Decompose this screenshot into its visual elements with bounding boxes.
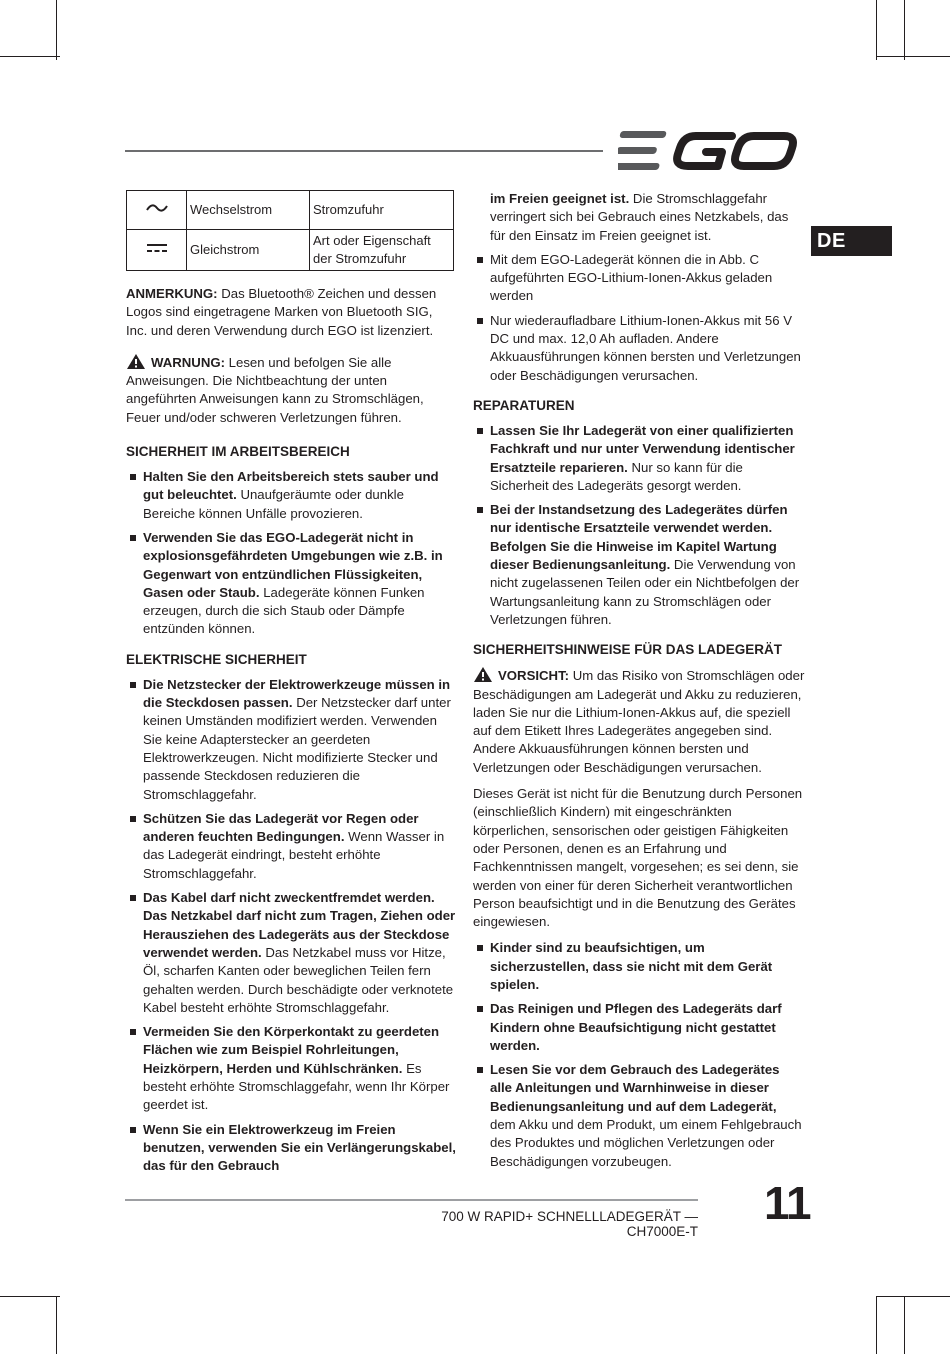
item-text: Ladegeräte können Funken erzeugen, durch die sich Staub oder Dämpfe entzünden können. [143, 584, 425, 637]
item-text: Nur wiederaufladbare Lithium-Ionen-Akkus mit 56 V DC und max. 12,0 Ah aufladen. Andere Akkuausführungen können bersten und Verletzungen oder Beschädigungen verursachen. [490, 312, 801, 383]
crop-mark [56, 0, 57, 60]
list-item [126, 810, 456, 883]
crop-mark [56, 1296, 57, 1354]
electrical-list-continued [473, 190, 805, 385]
page-number: 11 [764, 1177, 811, 1229]
list-item [473, 1000, 805, 1055]
item-bold: im Freien geeignet ist. [490, 191, 630, 206]
symbol-name: Wechselstrom [187, 191, 310, 230]
section-heading-charger-safety: SICHERHEITSHINWEISE FÜR DAS LADEGERÄT [473, 642, 783, 658]
section-heading-electrical: ELEKTRISCHE SICHERHEIT [126, 651, 307, 667]
symbol-name: Gleichstrom [187, 230, 310, 271]
ego-logo [618, 130, 800, 172]
item-bold: Das Kabel darf nicht zweckentfremdet werden. Das Netzkabel darf nicht zum Tragen, Ziehen oder Herausziehen des Ladegeräts aus der Steckdose verwendet werden. [143, 890, 456, 960]
list-item [473, 939, 805, 994]
list-item [473, 190, 805, 245]
note-paragraph [126, 285, 456, 340]
item-bold: Schützen Sie das Ladegerät vor Regen oder anderen feuchten Bedingungen. [143, 810, 419, 845]
item-bold: Verwenden Sie das EGO-Ladegerät nicht in explosionsgefährdeten Umgebungen wie z.B. in Gegenwart von entzündlichen Flüssigkeiten, Gasen oder Staub. [143, 529, 443, 600]
crop-mark [876, 0, 877, 60]
direct-current-icon [127, 230, 187, 271]
list-item [473, 501, 805, 629]
item-text: Mit dem EGO-Ladegerät können die in Abb. C aufgeführten EGO-Lithium-Ionen-Akkus geladen werden [490, 251, 773, 304]
work-area-list [126, 468, 456, 639]
item-bold: Lesen Sie vor dem Gebrauch des Ladegerätes alle Anleitungen und Warnhinweise in dieser Bedienungsanleitung und auf dem Ladegerät, [490, 1062, 780, 1114]
item-text: Wenn Wasser in das Ladegerät eindringt, besteht erhöhte Stromschlaggefahr. [143, 829, 445, 881]
list-item [126, 1023, 456, 1114]
item-text: Der Netzstecker darf unter keinen Umständen modifiziert werden. Verwenden Sie keine Adapterstecker an geerdeten Elektrowerkzeugen. Nicht modifizierte Stecker und passende Steckdosen reduzieren die Stromschlaggefahr. [143, 695, 451, 802]
header-rule [125, 150, 603, 152]
crop-mark [876, 56, 950, 57]
symbols-table [126, 190, 454, 271]
left-column [126, 190, 456, 1187]
warning-triangle-icon [473, 666, 493, 683]
item-bold: Bei der Instandsetzung des Ladegerätes dürfen nur identische Ersatzteile verwendet werden. Befolgen Sie die Hinweise im Kapitel Wartung dieser Bedienungsanleitung. [490, 502, 788, 573]
list-item [126, 468, 456, 523]
crop-mark [0, 56, 60, 57]
crop-mark [0, 1296, 60, 1297]
item-text: Es besteht erhöhte Stromschlaggefahr, wenn Ihr Körper geerdet ist. [143, 1060, 450, 1113]
footer-rule [125, 1199, 698, 1201]
charger-safety-list [473, 939, 805, 1171]
footer-product-title: 700 W RAPID+ SCHNELLLADEGERÄT — CH7000E-T [441, 1209, 698, 1239]
caution-paragraph [473, 666, 805, 777]
crop-mark [904, 0, 905, 60]
list-item [473, 251, 805, 306]
note-text: Das Bluetooth® Zeichen und dessen Logos sind eingetragene Marken von Bluetooth SIG, Inc. und deren Verwendung durch EGO ist lizenziert. [126, 286, 437, 338]
item-bold: Das Reinigen und Pflegen des Ladegeräts darf Kindern ohne Beaufsichtigung nicht gestattet werden. [490, 1001, 782, 1053]
section-heading-repairs: REPARATUREN [473, 397, 575, 413]
item-text: Die Verwendung von nicht zugelassenen Teilen oder ein Nichtbefolgen der Wartungsanleitung kann zu Stromschlägen oder Verletzungen führen. [490, 557, 800, 627]
item-bold: Halten Sie den Arbeitsbereich stets sauber und gut beleuchtet. [143, 469, 439, 503]
item-text: dem Akku und dem Produkt, um einem Fehlgebrauch des Produktes und möglichen Verletzungen oder Beschädigungen vorzubeugen. [490, 1117, 802, 1169]
crop-mark [876, 1296, 950, 1297]
right-column [473, 190, 805, 1183]
symbol-meaning: Art oder Eigenschaft der Stromzufuhr [310, 230, 454, 271]
crop-mark [876, 1296, 877, 1354]
caution-label: VORSICHT: [498, 668, 570, 684]
item-bold: Wenn Sie ein Elektrowerkzeug im Freien benutzen, verwenden Sie ein Verlängerungskabel, das für den Gebrauch [143, 1121, 456, 1174]
item-bold: Kinder sind zu beaufsichtigen, um sicherzustellen, dass sie nicht mit dem Gerät spielen. [490, 940, 773, 992]
note-label: ANMERKUNG: [126, 286, 218, 301]
table-row [127, 191, 454, 230]
list-item [126, 1121, 456, 1176]
crop-mark [904, 1296, 905, 1354]
section-heading-work-area: SICHERHEIT IM ARBEITSBEREICH [126, 444, 350, 460]
item-text: Das Netzkabel muss vor Hitze, Öl, scharfen Kanten oder beweglichen Teilen fern gehalten werden. Durch beschädigte oder verknotete Kabel besteht erhöhte Stromschlaggefahr. [143, 944, 454, 1015]
language-tab: DE [811, 226, 892, 256]
list-item [126, 889, 456, 1017]
electrical-list [126, 676, 456, 1176]
item-text: Unaufgeräumte oder dunkle Bereiche können Unfälle provozieren. [143, 487, 404, 521]
caution-text: Um das Risiko von Stromschlägen oder Beschädigungen am Ladegerät und Akku zu reduzieren, laden Sie nur die Lithium-Ionen-Akkus auf, die speziell auf dem Etikett Ihres Ladegerätes angegeben sind. Andere Akkuausführungen können bersten und Verletzungen oder Beschädigungen verursachen. [473, 668, 805, 775]
list-item [473, 312, 805, 385]
item-text: Die Stromschlaggefahr verringert sich bei Gebrauch eines Netzkabels, das für den Einsatz im Freien geeignet ist. [490, 191, 789, 243]
warning-text: Lesen und befolgen Sie alle Anweisungen. Die Nichtbeachtung der unten angeführten Anweisungen kann zu Stromschlägen, Feuer und/oder schweren Verletzungen führen. [126, 354, 424, 425]
warning-paragraph [126, 353, 456, 427]
alternating-current-icon [127, 191, 187, 230]
warning-label: WARNUNG: [151, 354, 225, 370]
list-item [126, 676, 456, 804]
list-item [473, 1061, 805, 1171]
symbol-meaning: Stromzufuhr [310, 191, 454, 230]
body-paragraph: Dieses Gerät ist nicht für die Benutzung durch Personen (einschließlich Kindern) mit eingeschränkten körperlichen, sensorischen oder geistigen Fähigkeiten oder Personen, denen es an Erfahrung und Fachkenntnissen mangelt, vorgesehen; es sei denn, sie werden von einer für deren Sicherheit verantwortlichen Person beaufsichtigt und in die Benutzung des Gerätes eingewiesen. [473, 786, 803, 930]
list-item [126, 529, 456, 639]
item-text: Nur so kann für die Sicherheit des Ladegeräts gesorgt werden. [490, 459, 743, 493]
item-bold: Die Netzstecker der Elektrowerkzeuge müssen in die Steckdosen passen. [143, 676, 451, 711]
table-row [127, 230, 454, 271]
warning-triangle-icon [126, 353, 146, 370]
item-bold: Lassen Sie Ihr Ladegerät von einer qualifizierten Fachkraft und nur unter Verwendung identischer Ersatzteile reparieren. [490, 422, 795, 475]
repairs-list [473, 422, 805, 629]
list-item [473, 422, 805, 495]
item-bold: Vermeiden Sie den Körperkontakt zu geerdeten Flächen wie zum Beispiel Rohrleitungen, Heizkörpern, Herden und Kühlschränken. [143, 1024, 440, 1076]
